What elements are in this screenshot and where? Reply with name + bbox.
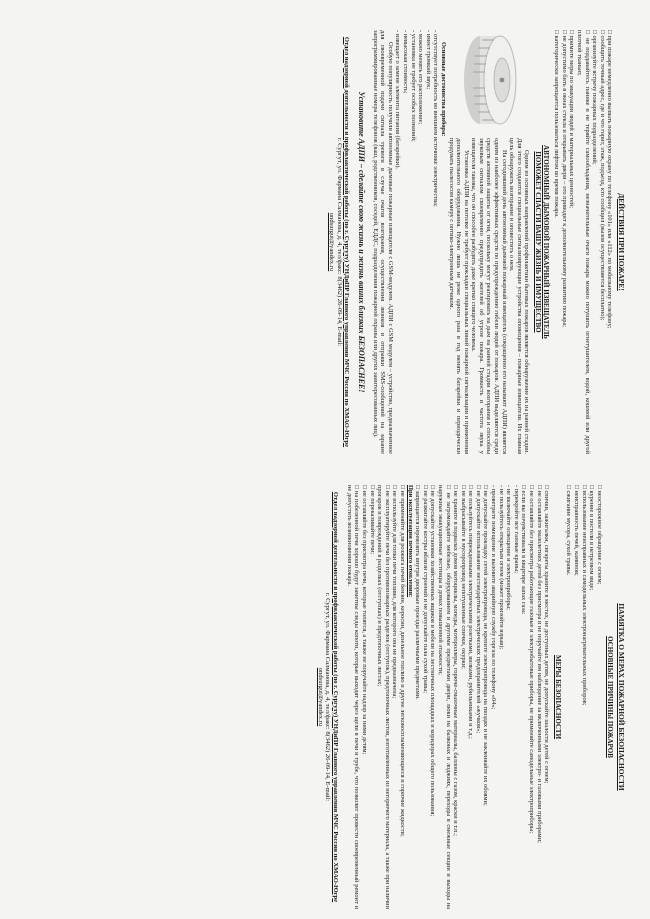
list-item: □ спички, зажигалки, сигареты храните в местах, не доступных детям, не допускайте шалости детей с огнем; <box>543 485 551 784</box>
list-item: - перекройте все газовые краны; <box>512 485 520 573</box>
advantages-list <box>394 30 440 454</box>
list-item: - проветрите помещение и вызовите аварийную службу горгаза по телефону «04»; <box>490 485 498 710</box>
list-item: □ курение в постели в нетрезвом виде; <box>588 485 596 591</box>
list-item: □ при пожаре немедленно вызвать пожарную охрану по телефону «101» или «112» по мобильному телефону; <box>606 30 614 329</box>
list-item: □ сообщить точный адрес, где и что горит, этаж, подъезд, кто сообщил (вызов осуществляется бесплатно); <box>598 30 606 321</box>
leaflet-page-fire-actions <box>29 22 633 462</box>
list-item: □ не поддавайтесь панике и не теряйте самообладания, незначительные очаги пожара можно потушить огнетушителем, водой, кошмой или другой плотной тканью; <box>576 30 591 454</box>
list-item: □ примите меры по эвакуации людей и материальных ценностей; <box>568 30 576 208</box>
list-item: □ не разжигайте костры вблизи строений и не допускайте пала сухой травы; <box>421 485 429 693</box>
list-item: - невысокая стоимость; <box>401 30 409 94</box>
list-item: - имеет громкий звук; <box>424 30 432 90</box>
footer-address: г. Сургут, ул. Фармана Салманова, д. 4, тел/факс: 8(3462) 26-09-14, E-mail: <box>324 592 332 802</box>
list-item: □ организуйте встречу пожарных подразделений; <box>591 30 599 165</box>
list-item: □ категорически запрещается пользоваться лифтом во время пожара. <box>553 30 561 218</box>
list-item: □ на побеленной печи хорошо будут заметны следы копоти, которые выходят через щели в печи и трубе, что позволит провести своевременный ремонт и не допустить возникновения пожара. <box>345 485 361 909</box>
detector-heading-line-2: ПОМОЖЕТ СПАСТИ ВАШУ ЖИЗНЬ И ИМУЩЕСТВО <box>534 151 543 333</box>
footer-address: г. Сургут, ул. Фармана Салманова, д. 4, тел/факс: 8(3462) 26-09-14, E-mail: <box>335 137 343 347</box>
footer-organization: Отдел надзорной деятельности и профилактической работы (по г. Сургуту) УНДиПР Главного управления МЧС России по ХМАО-Югре <box>343 36 351 448</box>
list-item: □ не эксплуатируйте печи без противопожарных разделок (отступок), предтопочных листов, изготовленных из негорючего материала, а также при наличии прогаров и повреждений в разделках (отступках) и предтопочных листах; <box>376 485 391 909</box>
list-item: □ не перекаливайте печи; <box>368 485 376 555</box>
list-item: □ не оставляйте без присмотра работающие газовые и электробытовые приборы, не применяйте самодельные электроприборы; <box>528 485 536 834</box>
list-item: □ сжигание мусора, сухой травы. <box>565 485 573 576</box>
actions-list <box>553 30 614 454</box>
causes-list <box>565 485 603 909</box>
footer <box>327 30 350 454</box>
call-to-action: Установите АДПИ – сделайте свою жизнь и жизнь ваших близких БЕЗОПАСНЕЕ! <box>357 91 366 393</box>
list-item: □ запрещается перевозить внутри дворовые проезды различными предметами. <box>414 485 422 700</box>
list-item: □ не используйте для топки печи топливо, для которого она не предназначена; <box>391 485 399 699</box>
page-title: ПАМЯТКА О МЕРАХ ПОЖАРНОЙ БЕЗОПАСНОСТИ <box>617 603 626 791</box>
page-title: ДЕЙСТВИЯ ПРИ ПОЖАРЕ! <box>617 193 626 291</box>
gsm-paragraph: Особую популярность получили автономные дымовые пожарные извещатели с GSM-модулем. АДПИ с GSM модулем – устройство, предназначенное для своевременной подачи сигнала тревоги в случае очагов возгорания, осуществления звонков и отправки SMS-сообщений на заранее запрограммированные номера телефонов (ваш, родственников, соседей, ЕДДС, подразделения пожарной охраны или других заинтересованных лиц). <box>371 30 394 454</box>
stove-heading: При эксплуатации печного отопления: <box>406 485 414 598</box>
list-item: - установка не требует особых познаний; <box>409 30 417 142</box>
detector-paragraph: Установка АДПИ на потолке не требует прокладки специальных линий пожарной сигнализации и применения дополнительного оборудования. Нужно лишь не реже одного раза в год менять батарейки и периодически продувать пылесосом камеру с оптико-электронным датчиком. <box>447 138 470 454</box>
list-item: □ не допускайте установки хозяйственных ящиков и мебели на лестничных площадках и коридорах общего пользования; <box>429 485 437 817</box>
footer <box>316 485 339 909</box>
footer-email-link[interactable]: ondsurgut@yandex.ru <box>316 667 324 727</box>
list-item: □ не загромождайте мебелью, оборудованием и другими предметами двери, люки на балконах и лоджиях, переходы в смежные секции и выходы на наружные эвакуационные лестницы в домах повышенной этажности; <box>436 485 452 909</box>
list-item: - не пользуйтесь открытым огнем (может произойти взрыв); <box>497 485 505 650</box>
measures-heading: МЕРЫ БЕЗОПАСНОСТИ <box>553 654 562 740</box>
detector-paragraph: Одним из основных направлений профилактики бытовых пожаров является обнаружение их на ранней стадии. Для этого создаются специальные сигнализирующие устройства оповещения – пожарные извещатели. Их главная цель обнаружить возгорание и оповестить о нем. <box>508 138 531 454</box>
footer-organization: Отдел надзорной деятельности и профилактической работы (по г. Сургуту) УНДиПР Главного управления МЧС России по ХМАО-Югре <box>332 491 340 903</box>
smoke-detector-icon <box>454 30 528 130</box>
advantages-heading: Основные достоинства прибора: <box>439 42 447 137</box>
list-item: □ неосторожное обращение с огнем; <box>595 485 603 585</box>
list-item: □ не оставляйте малолетних детей без присмотра и не поручайте им наблюдение за включенными электро- и газовыми приборами; <box>535 485 543 843</box>
stove-list <box>345 485 406 909</box>
list-item: - не включайте освещение и электроприборы; <box>505 485 513 610</box>
leaflet-page-safety-measures <box>29 477 633 917</box>
detector-heading-line-1: АВТОНОМНЫЙ ДЫМОВОЙ ПОЖАРНЫЙ ИЗВЕЩАТЕЛЬ <box>541 145 550 339</box>
list-item: □ если вы почувствовали в квартире запах газа: <box>520 485 528 615</box>
list-item: □ не пользуйтесь поврежденными электрическими розетками, вилками, рубильниками и т.д.; <box>467 485 475 739</box>
measures-list <box>414 485 551 909</box>
smoke-detector-image <box>454 30 528 130</box>
list-item: □ не оставляйте без присмотра печи, которые топятся, а также не поручайте надзор за ними детям; <box>361 485 368 755</box>
list-item: □ не допускайте использование нестандартных электрических предохранителей «жучков»; <box>474 485 482 734</box>
list-item: - отсутствует потребность во внешнем источнике электричества; <box>432 30 440 207</box>
list-item: □ не допускайте прокладку сетей электропровода, не крепите электропровода на гвоздях и не заклеивайте их обоями; <box>482 485 490 806</box>
list-item: - можно менять его расположение; <box>417 30 425 125</box>
list-item: □ не применяйте для розжига печей бензин, керосин, дизельное топливо и другие легковоспламеняющиеся и горючие жидкости; <box>398 485 406 837</box>
detector-paragraph: На сегодняшний день автономный дымовой пожарный извещатель (сокращенно его называют АДПИ) является одним из наиболее эффективных средств по предупреждению гибели людей от пожаров. АДПИ выделяются среди средств активной защиты от огня, поскольку могут реагировать на дым на ранней стадии возгорания и способны звуковым сигналом своевременно предупредить жителей об угрозе пожара. Громкость и частота звука у извещателя таковы, что он способен разбудить даже крепко спящего человека. <box>470 138 508 454</box>
list-item: - извещает о замене элемента питания (батарейки). <box>394 30 402 170</box>
list-item: □ не выбрасывайте в мусоропровод непотушенные спички, окурки; <box>459 485 467 669</box>
detector-heading <box>533 30 548 454</box>
footer-email-link[interactable]: ondsurgut@yandex.ru <box>327 212 335 272</box>
list-item: □ не допустимо бить в окнах стекла и открывать двери – это приводит к дополнительному развитию пожара; <box>560 30 568 328</box>
list-item: □ не храните в подвалах домов мотоциклы, мопеды, мотороллеры, горюче-смазочные материалы, баллоны с газом, краски и т.п.; <box>452 485 460 836</box>
list-item: □ неисправность печей, каминов; <box>573 485 581 576</box>
list-item: □ использование неисправных и самодельных электронагревательных приборов; <box>580 485 588 706</box>
causes-heading: ОСНОВНЫЕ ПРИЧИНЫ ПОЖАРОВ <box>606 636 615 758</box>
